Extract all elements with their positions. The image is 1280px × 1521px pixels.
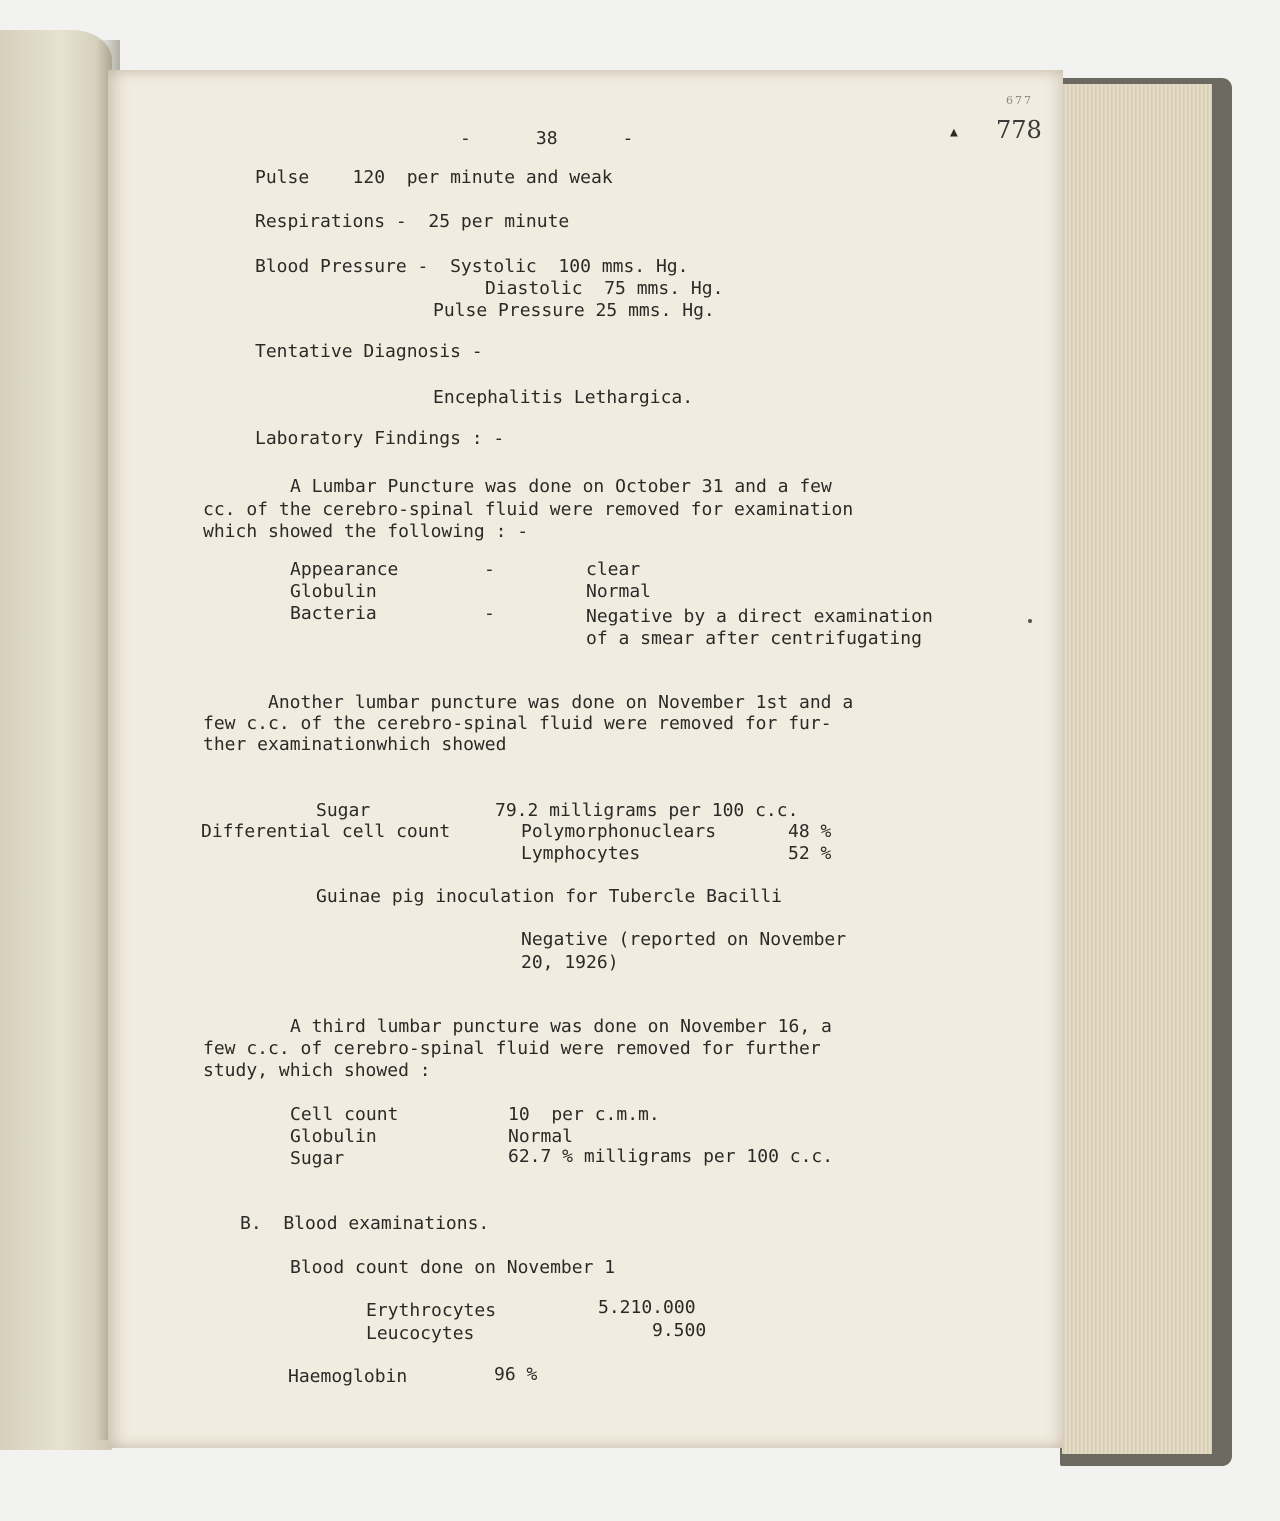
csf-value-continued: of a smear after centrifugating: [586, 628, 922, 649]
diastolic-line: Diastolic 75 mms. Hg.: [485, 278, 724, 299]
stamp-mark: ▲: [950, 125, 958, 140]
guinea-pig-result: 20, 1926): [521, 952, 619, 973]
ink-speck: [1028, 619, 1032, 623]
blood-row-label: Leucocytes: [366, 1323, 475, 1344]
paragraph-line: A third lumbar puncture was done on November 16, a: [290, 1016, 832, 1037]
differential-label: Differential cell count: [201, 821, 451, 842]
csf3-value: 10 per c.m.m.: [508, 1104, 660, 1125]
blood-row-value: 9.500: [652, 1320, 707, 1341]
paragraph-line: few c.c. of the cerebro-spinal fluid were removed for fur-: [203, 713, 832, 734]
csf3-label: Cell count: [290, 1104, 399, 1125]
paragraph-line: few c.c. of cerebro-spinal fluid were removed for further: [203, 1038, 821, 1059]
csf-value: Negative by a direct examination: [586, 606, 933, 627]
csf-value: clear: [586, 559, 641, 580]
differential-cell-value: 48 %: [788, 821, 832, 842]
differential-cell-name: Lymphocytes: [521, 843, 641, 864]
stamped-page-number: 778: [996, 116, 1042, 144]
csf-label: Appearance: [290, 559, 399, 580]
haemoglobin-label: Haemoglobin: [288, 1366, 408, 1387]
diagnosis-value: Encephalitis Lethargica.: [433, 387, 694, 408]
paragraph-line: ther examinationwhich showed: [203, 734, 507, 755]
paragraph-line: Another lumbar puncture was done on November 1st and a: [268, 692, 854, 713]
page-number: - 38 -: [460, 128, 634, 149]
haemoglobin-value: 96 %: [494, 1364, 538, 1385]
diagnosis-heading: Tentative Diagnosis -: [255, 341, 483, 362]
csf-label: Bacteria: [290, 603, 377, 624]
blood-row-label: Erythrocytes: [366, 1300, 497, 1321]
sugar-label: Sugar: [316, 800, 371, 821]
csf-dash: -: [484, 603, 495, 624]
lab-heading: Laboratory Findings : -: [255, 428, 505, 449]
differential-cell-value: 52 %: [788, 843, 832, 864]
sugar-value: 79.2 milligrams per 100 c.c.: [495, 800, 799, 821]
respirations-line: Respirations - 25 per minute: [255, 211, 570, 232]
blood-heading: B. Blood examinations.: [240, 1213, 490, 1234]
blood-pressure-line: Blood Pressure - Systolic 100 mms. Hg.: [255, 256, 689, 277]
csf-label: Globulin: [290, 581, 377, 602]
guinea-pig-result: Negative (reported on November: [521, 929, 847, 950]
blood-row-value: 5.210.000: [598, 1297, 696, 1318]
csf-value: Normal: [586, 581, 652, 602]
csf3-value: 62.7 % milligrams per 100 c.c.: [508, 1146, 834, 1167]
pulse-pressure-line: Pulse Pressure 25 mms. Hg.: [433, 300, 715, 321]
pencil-page-number: 677: [1006, 94, 1033, 107]
csf-dash: -: [484, 559, 495, 580]
document-page: [108, 70, 1063, 1448]
csf3-label: Sugar: [290, 1148, 345, 1169]
page-stack-edges: [1062, 84, 1212, 1454]
paragraph-line: A Lumbar Puncture was done on October 31 and a few: [290, 476, 832, 497]
pulse-line: Pulse 120 per minute and weak: [255, 167, 613, 188]
paragraph-line: cc. of the cerebro-spinal fluid were removed for examination: [203, 499, 854, 520]
paragraph-line: study, which showed :: [203, 1060, 431, 1081]
paragraph-line: which showed the following : -: [203, 521, 529, 542]
blood-count-line: Blood count done on November 1: [290, 1257, 616, 1278]
guinea-pig-line: Guinae pig inoculation for Tubercle Bacilli: [316, 886, 782, 907]
csf3-value: Normal: [508, 1126, 574, 1147]
csf3-label: Globulin: [290, 1126, 377, 1147]
differential-cell-name: Polymorphonuclears: [521, 821, 717, 842]
